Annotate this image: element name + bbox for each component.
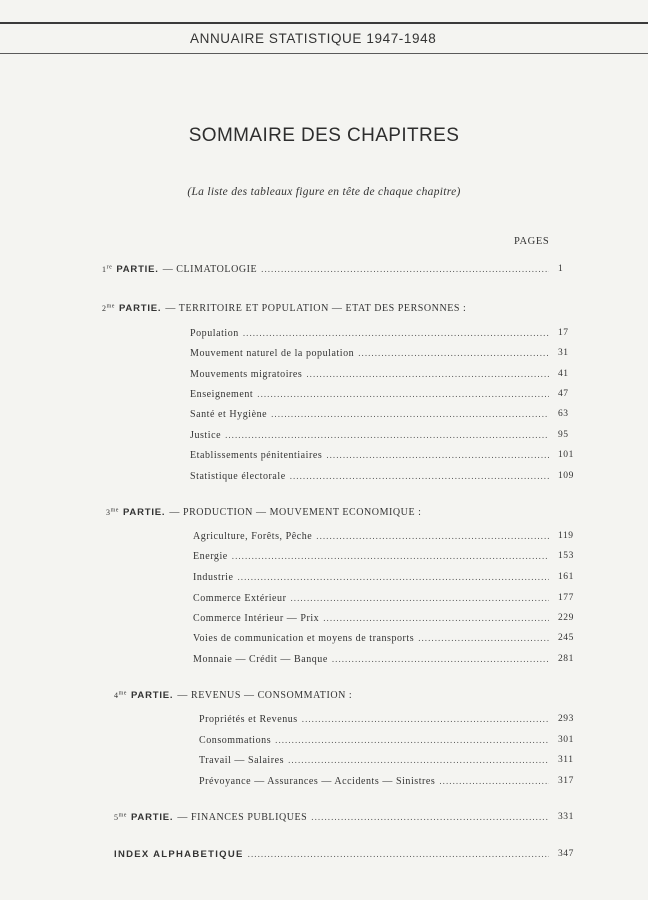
- toc-item[interactable]: [190, 369, 569, 385]
- toc-item[interactable]: [193, 531, 574, 547]
- part-ordinal: $4^{me}$: [114, 690, 127, 700]
- leader-dots: [332, 654, 549, 664]
- page-number: 1: [558, 264, 564, 274]
- leader-dots: [271, 409, 549, 419]
- part-title: — PRODUCTION — MOUVEMENT ECONOMIQUE :: [169, 507, 422, 518]
- page-number: 311: [558, 755, 574, 765]
- page-number: 41: [558, 369, 569, 379]
- part-title: — REVENUS — CONSOMMATION :: [177, 690, 353, 701]
- toc-item[interactable]: [190, 389, 569, 405]
- toc-item[interactable]: [193, 593, 574, 609]
- leader-dots: [261, 264, 549, 274]
- part-word: PARTIE.: [131, 690, 174, 701]
- part-ordinal: $3^{me}$: [106, 507, 119, 517]
- page-number: 177: [558, 593, 574, 603]
- page-number: 229: [558, 613, 574, 623]
- part-heading: [102, 303, 466, 314]
- part-word: PARTIE.: [123, 507, 166, 518]
- leader-dots: [302, 714, 549, 724]
- toc-item[interactable]: [190, 348, 569, 364]
- leader-dots: [316, 531, 549, 541]
- leader-dots: [418, 633, 549, 643]
- part-title: — FINANCES PUBLIQUES: [177, 812, 308, 823]
- page-number: 347: [558, 849, 574, 859]
- toc-item-label: Commerce Intérieur — Prix: [193, 613, 320, 624]
- toc-item-label: Monnaie — Crédit — Banque: [193, 654, 328, 665]
- toc-item[interactable]: [199, 755, 574, 771]
- toc-item-label: Mouvements migratoires: [190, 369, 303, 380]
- toc-item[interactable]: [199, 776, 574, 792]
- leader-dots: [290, 593, 549, 603]
- leader-dots: [290, 471, 549, 481]
- toc-item-label: Etablissements pénitentiaires: [190, 450, 323, 461]
- toc-part-5[interactable]: [114, 812, 574, 828]
- leader-dots: [311, 812, 549, 822]
- part-word: PARTIE.: [116, 264, 159, 275]
- page-number: 245: [558, 633, 574, 643]
- leader-dots: [248, 849, 549, 859]
- toc-part-2-heading: [102, 303, 466, 319]
- leader-dots: [323, 613, 549, 623]
- toc-item[interactable]: [190, 409, 569, 425]
- leader-dots: [275, 735, 549, 745]
- toc-item[interactable]: [190, 450, 574, 466]
- page-number: 63: [558, 409, 569, 419]
- toc-item[interactable]: [190, 328, 569, 344]
- toc-item-label: Voies de communication et moyens de transports: [193, 633, 415, 644]
- part-heading: [114, 812, 307, 823]
- page-number: 281: [558, 654, 574, 664]
- page-number: 47: [558, 389, 569, 399]
- leader-dots: [326, 450, 549, 460]
- part-heading: [102, 264, 257, 275]
- page-number: 293: [558, 714, 574, 724]
- toc-item[interactable]: [199, 735, 574, 751]
- page-number: 161: [558, 572, 574, 582]
- toc-item-label: Industrie: [193, 572, 234, 583]
- index-label: INDEX ALPHABETIQUE: [114, 849, 244, 860]
- leader-dots: [225, 430, 549, 440]
- toc-index[interactable]: [114, 849, 574, 865]
- toc-part-1[interactable]: [102, 264, 564, 280]
- header-rule: [0, 53, 648, 54]
- toc-item-label: Enseignement: [190, 389, 254, 400]
- toc-item-label: Travail — Salaires: [199, 755, 285, 766]
- toc-item[interactable]: [190, 471, 574, 487]
- part-ordinal: $2^{me}$: [102, 303, 115, 313]
- leader-dots: [257, 389, 549, 399]
- leader-dots: [232, 551, 549, 561]
- part-ordinal: 1re: [102, 264, 113, 274]
- toc-item[interactable]: [193, 551, 574, 567]
- top-rule: [0, 22, 648, 24]
- toc-item-label: Statistique électorale: [190, 471, 286, 482]
- leader-dots: [288, 755, 549, 765]
- toc-part-3-heading: [106, 507, 421, 523]
- toc-item-label: Prévoyance — Assurances — Accidents — Sinistres: [199, 776, 436, 787]
- page-number: 317: [558, 776, 574, 786]
- toc-item[interactable]: [193, 572, 574, 588]
- part-heading: [106, 507, 421, 518]
- leader-dots: [238, 572, 550, 582]
- toc-item-label: Agriculture, Forêts, Pêche: [193, 531, 313, 542]
- page-number: 109: [558, 471, 574, 481]
- toc-item-label: Justice: [190, 430, 222, 441]
- toc-part-4-heading: [114, 690, 352, 706]
- toc-item[interactable]: [193, 633, 574, 649]
- toc-item-label: Commerce Extérieur: [193, 593, 287, 604]
- page-number: 153: [558, 551, 574, 561]
- part-title: — TERRITOIRE ET POPULATION — ETAT DES PERSONNES :: [165, 303, 467, 314]
- page-number: 331: [558, 812, 574, 822]
- toc-item[interactable]: [193, 654, 574, 670]
- toc-item-label: Population: [190, 328, 239, 339]
- toc-item-label: Mouvement naturel de la population: [190, 348, 355, 359]
- toc-item[interactable]: [190, 430, 569, 446]
- leader-dots: [243, 328, 549, 338]
- part-title: — CLIMATOLOGIE: [162, 264, 258, 275]
- leader-dots: [358, 348, 549, 358]
- toc-item[interactable]: [199, 714, 574, 730]
- toc-item-label: Consommations: [199, 735, 272, 746]
- pages-column-label: PAGES: [514, 236, 550, 247]
- toc-item-label: Energie: [193, 551, 228, 562]
- leader-dots: [306, 369, 549, 379]
- running-header: ANNUAIRE STATISTIQUE 1947-1948: [190, 31, 437, 46]
- page-number: 17: [558, 328, 569, 338]
- page-number: 101: [558, 450, 574, 460]
- page-number: 31: [558, 348, 569, 358]
- toc-item-label: Santé et Hygiène: [190, 409, 268, 420]
- part-heading: [114, 690, 352, 701]
- page-subtitle: (La liste des tableaux figure en tête de chaque chapitre): [187, 186, 461, 198]
- page-number: 95: [558, 430, 569, 440]
- page-title: SOMMAIRE DES CHAPITRES: [188, 125, 460, 146]
- toc-item[interactable]: [193, 613, 574, 629]
- page-number: 301: [558, 735, 574, 745]
- page-number: 119: [558, 531, 574, 541]
- toc-item-label: Propriétés et Revenus: [199, 714, 298, 725]
- part-word: PARTIE.: [131, 812, 174, 823]
- part-ordinal: $5^{me}$: [114, 812, 127, 822]
- leader-dots: [439, 776, 549, 786]
- part-word: PARTIE.: [119, 303, 162, 314]
